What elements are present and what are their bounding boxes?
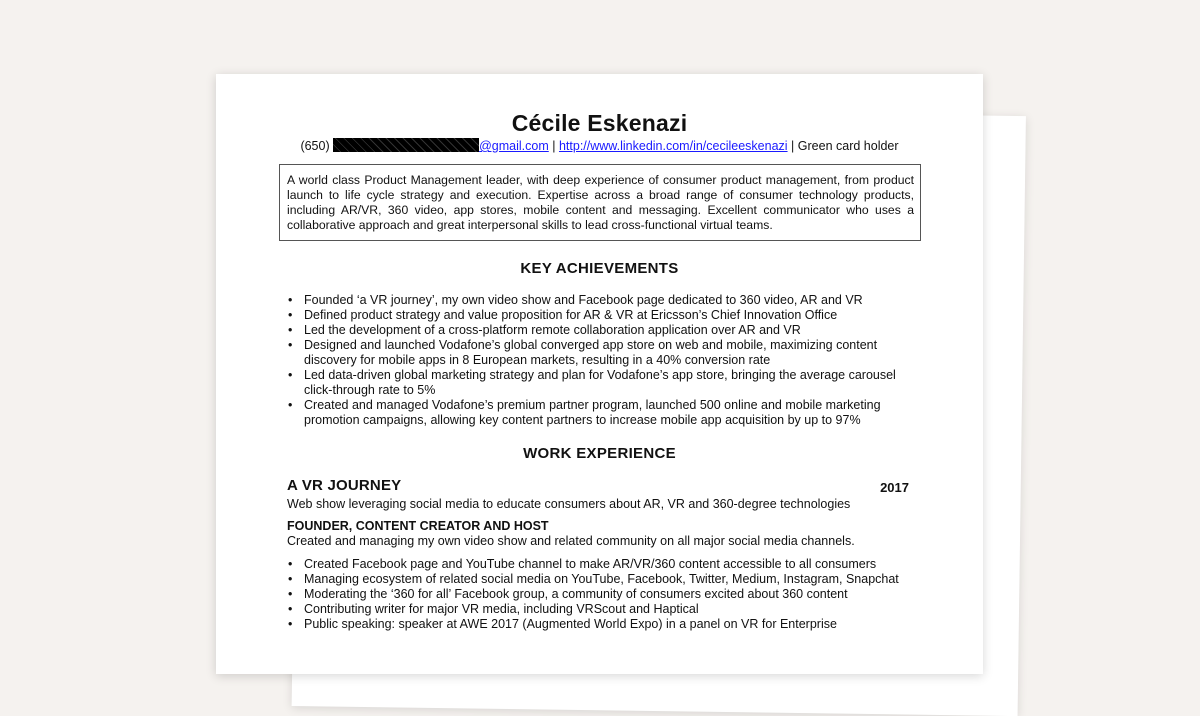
key-achievements-heading: KEY ACHIEVEMENTS <box>520 260 679 277</box>
list-item: • Led data-driven global marketing strategy and plan for Vodafone’s app store, bringing the average carousel click-through rate to 5% <box>286 368 926 398</box>
summary-box: A world class Product Management leader, with deep experience of consumer product management, from product launch to life cycle strategy and execution. Expertise across a broad range of consumer technology products, including AR/VR, 360 video, app stores, mobile content and messaging. Excellent communicator who uses a collaborative approach and great interpersonal skills to lead cross-functional virtual teams. <box>279 164 921 241</box>
job-bullets-list <box>286 557 926 632</box>
contact-line <box>216 138 983 153</box>
resume-page <box>216 74 983 674</box>
contact-separator: | <box>791 139 795 153</box>
list-item: • Public speaking: speaker at AWE 2017 (Augmented World Expo) in a panel on VR for Enterprise <box>286 617 926 632</box>
redacted-block <box>333 138 479 152</box>
residency-status: Green card holder <box>797 139 899 153</box>
role-description: Created and managing my own video show and related community on all major social media channels. <box>287 534 855 548</box>
list-item: • Led the development of a cross-platform remote collaboration application over AR and VR <box>286 323 926 338</box>
list-item: • Created Facebook page and YouTube channel to make AR/VR/360 content accessible to all consumers <box>286 557 926 572</box>
linkedin-link[interactable]: http://www.linkedin.com/in/cecileeskenazi <box>558 139 788 153</box>
company-description: Web show leveraging social media to educate consumers about AR, VR and 360-degree technologies <box>287 497 851 511</box>
list-item: • Created and managed Vodafone’s premium partner program, launched 500 online and mobile marketing promotion campaigns, allowing key content partners to increase mobile app acquisition by up to 97% <box>286 398 926 428</box>
contact-separator: | <box>552 139 556 153</box>
role-title: FOUNDER, CONTENT CREATOR AND HOST <box>287 519 549 533</box>
email-link[interactable]: @gmail.com <box>479 139 549 153</box>
job-year: 2017 <box>880 480 909 495</box>
list-item: • Founded ‘a VR journey’, my own video show and Facebook page dedicated to 360 video, AR and VR <box>286 293 926 308</box>
work-experience-heading: WORK EXPERIENCE <box>523 445 676 462</box>
list-item: • Defined product strategy and value proposition for AR & VR at Ericsson’s Chief Innovation Office <box>286 308 926 323</box>
list-item: • Contributing writer for major VR media, including VRScout and Haptical <box>286 602 926 617</box>
list-item: • Designed and launched Vodafone’s global converged app store on web and mobile, maximizing content discovery for mobile apps in 8 European markets, resulting in a 40% conversion rate <box>286 338 926 368</box>
phone-prefix: (650) <box>300 139 330 153</box>
company-name: A VR JOURNEY <box>287 477 402 494</box>
key-achievements-list <box>286 293 926 428</box>
list-item: • Moderating the ‘360 for all’ Facebook group, a community of consumers excited about 360 content <box>286 587 926 602</box>
candidate-name: Cécile Eskenazi <box>511 110 688 136</box>
list-item: • Managing ecosystem of related social media on YouTube, Facebook, Twitter, Medium, Instagram, Snapchat <box>286 572 926 587</box>
